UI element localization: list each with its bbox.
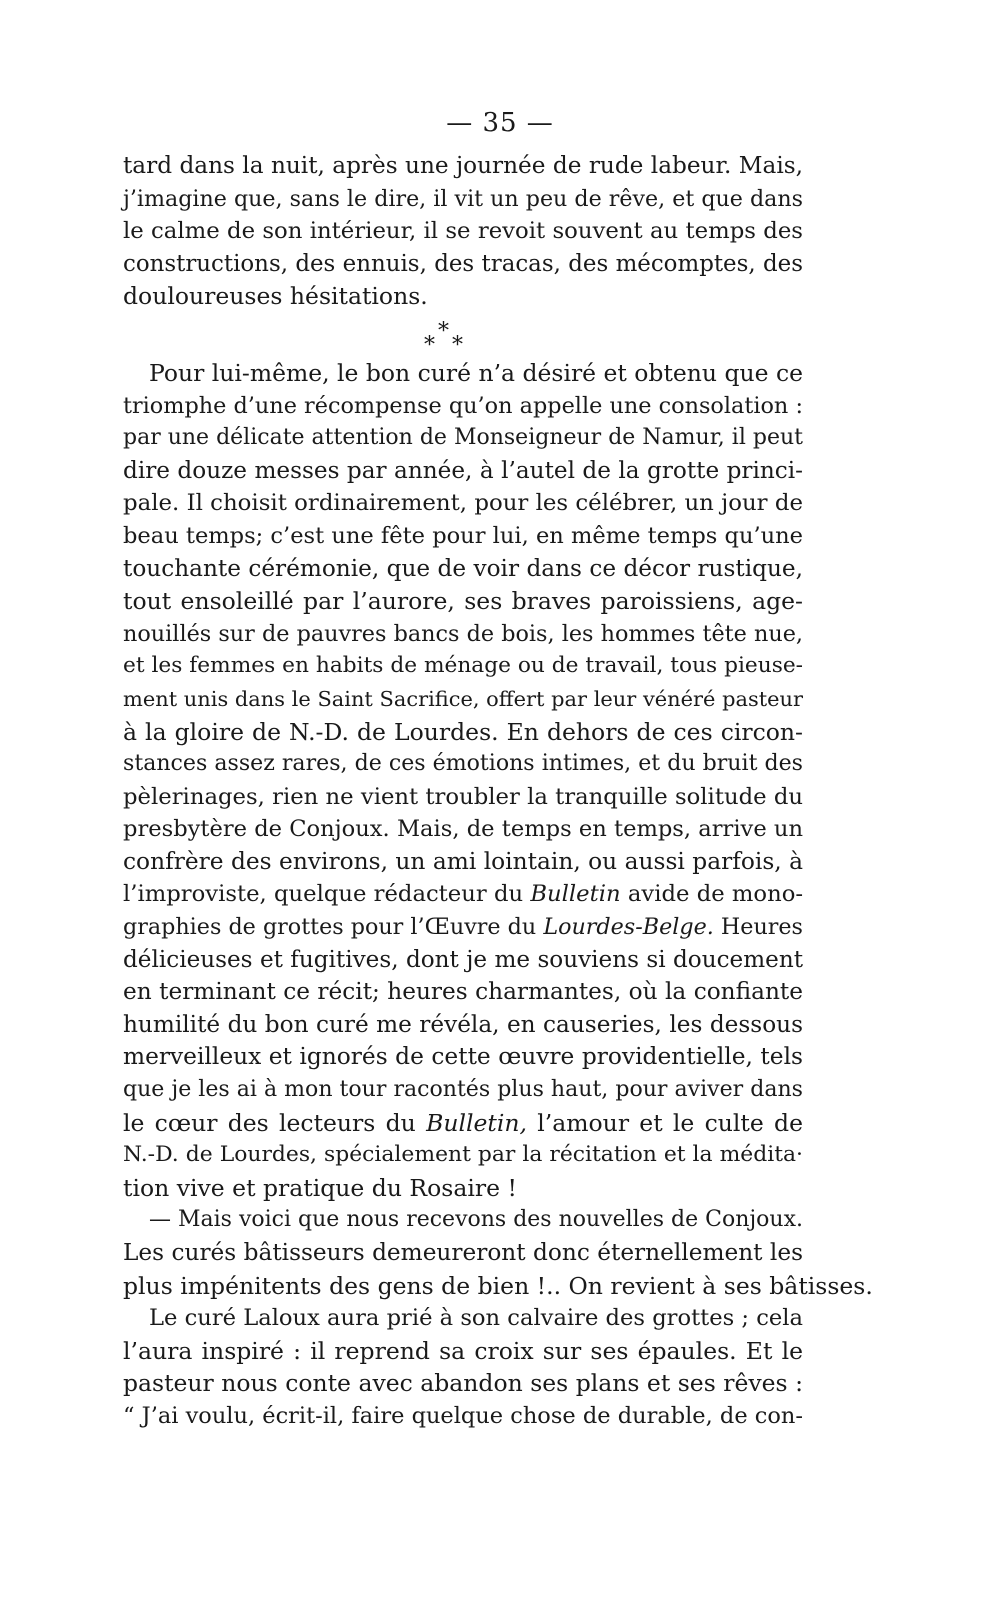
text-line: pale. Il choisit ordinairement, pour les célébrer, un jour de: [123, 490, 803, 517]
text-line: par une délicate attention de Monseigneur de Namur, il peut: [123, 425, 803, 451]
text-line: délicieuses et fugitives, dont je me souviens si doucement: [123, 946, 803, 973]
text-line-mixed: [123, 911, 803, 944]
text-line: à la gloire de N.-D. de Lourdes. En dehors de ces circon-: [123, 717, 803, 746]
text-line: l’aura inspiré : il reprend sa croix sur ses épaules. Et le: [123, 1336, 803, 1365]
text-line: j’imagine que, sans le dire, il vit un peu de rêve, et que dans: [123, 185, 803, 212]
text-segment: avide de mono-: [627, 881, 804, 908]
italic-title-bulletin: Bulletin,: [426, 1108, 527, 1137]
asterisk-right: *: [452, 332, 463, 358]
text-line: tion vive et pratique du Rosaire !: [123, 1173, 517, 1202]
text-segment: l’improviste, quelque rédacteur du: [123, 881, 524, 908]
text-line: humilité du bon curé me révéla, en causeries, les dessous: [123, 1010, 803, 1038]
text-line: presbytère de Conjoux. Mais, de temps en temps, arrive un: [123, 816, 803, 843]
text-line: plus impénitents des gens de bien !.. On revient à ses bâtisses.: [123, 1271, 873, 1300]
text-line: Les curés bâtisseurs demeureront donc éternellement les: [123, 1239, 803, 1266]
text-line: nouillés sur de pauvres bancs de bois, les hommes tête nue,: [123, 620, 803, 647]
text-line-mixed: [123, 1107, 803, 1140]
text-line: beau temps; c’est une fête pour lui, en même temps qu’une: [123, 522, 803, 549]
text-line: en terminant ce récit; heures charmantes, où la confiante: [123, 978, 803, 1006]
text-line: “ J’ai voulu, écrit-il, faire quelque chose de durable, de con-: [123, 1402, 803, 1429]
text-segment: le cœur des lecteurs du: [123, 1108, 416, 1137]
text-line: ment unis dans le Saint Sacrifice, offert par leur vénéré pasteur: [123, 686, 803, 711]
text-line: tout ensoleillé par l’aurore, ses braves paroissiens, age-: [123, 587, 803, 616]
text-line: douloureuses hésitations.: [123, 282, 428, 311]
text-line: touchante cérémonie, que de voir dans ce décor rustique,: [123, 554, 803, 582]
text-line: stances assez rares, de ces émotions intimes, et du bruit des: [123, 751, 803, 777]
text-line: tard dans la nuit, après une journée de rude labeur. Mais,: [123, 152, 803, 179]
page-number: — 35 —: [446, 108, 554, 138]
asterisk-top: *: [438, 318, 449, 344]
text-line: pèlerinages, rien ne vient troubler la tranquille solitude du: [123, 783, 803, 810]
italic-title-lourdes-belge: Lourdes-Belge.: [543, 914, 714, 941]
text-line: merveilleux et ignorés de cette œuvre providentielle, tels: [123, 1043, 803, 1071]
text-line: Pour lui-même, le bon curé n’a désiré et obtenu que ce: [149, 358, 803, 387]
text-segment: Heures: [720, 914, 803, 941]
text-line: et les femmes en habits de ménage ou de travail, tous pieuse-: [123, 653, 803, 679]
text-line: que je les ai à mon tour racontés plus haut, pour aviver dans: [123, 1077, 803, 1103]
text-line: N.-D. de Lourdes, spécialement par la récitation et la médita·: [123, 1142, 803, 1168]
italic-title-bulletin: Bulletin: [530, 881, 621, 908]
text-line: Le curé Laloux aura prié à son calvaire des grottes ; cela: [149, 1305, 803, 1332]
text-line: constructions, des ennuis, des tracas, des mécomptes, des: [123, 250, 803, 277]
text-line: — Mais voici que nous recevons des nouvelles de Conjoux.: [149, 1207, 803, 1233]
text-segment: graphies de grottes pour l’Œuvre du: [123, 914, 537, 941]
asterisk-left: *: [424, 332, 435, 358]
body-text: [123, 150, 873, 1433]
text-line-mixed: [123, 878, 803, 911]
text-line: dire douze messes par année, à l’autel de la grotte princi-: [123, 456, 803, 484]
text-line: le calme de son intérieur, il se revoit souvent au temps des: [123, 218, 803, 245]
section-break-asterism: [123, 313, 803, 357]
text-line: confrère des environs, un ami lointain, ou aussi parfois, à: [123, 847, 803, 875]
text-line: pasteur nous conte avec abandon ses plans et ses rêves :: [123, 1369, 803, 1398]
text-line: triomphe d’une récompense qu’on appelle une consolation :: [123, 392, 803, 419]
text-segment: l’amour et le culte de: [537, 1108, 803, 1137]
